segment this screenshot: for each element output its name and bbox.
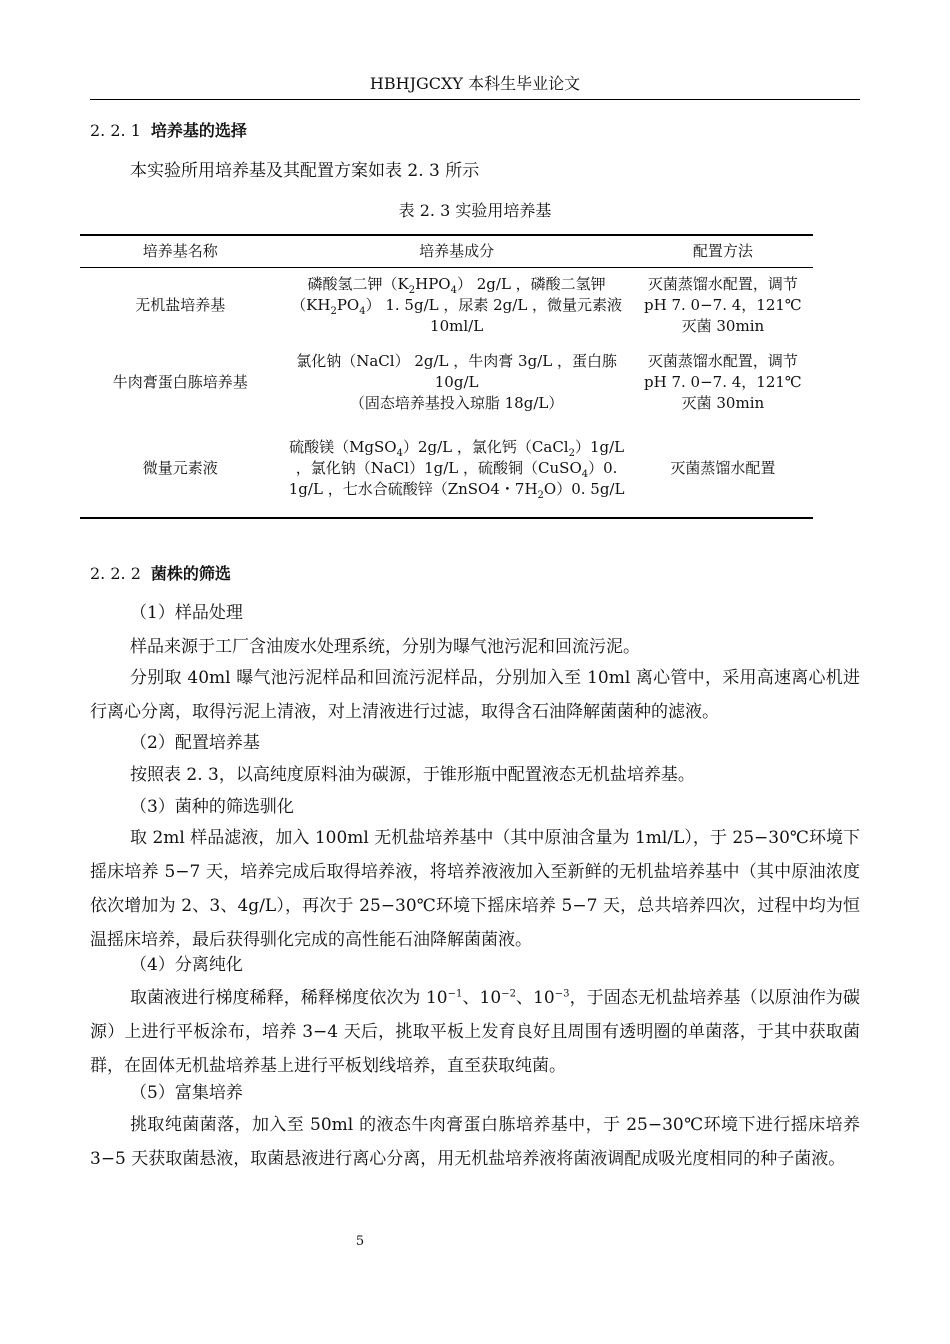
composition-line: （固态培养基投入琼脂 18g/L） [349, 394, 564, 412]
header-cell-composition: 培养基成分 [280, 235, 632, 268]
body-paragraph: 分别取 40ml 曝气池污泥样品和回流污泥样品，分别加入至 10ml 离心管中，采用高速离心机进行离心分离，取得污泥上清液，对上清液进行过滤，取得含石油降解菌菌种的滤液。 [90, 668, 860, 722]
subsection-title: （5）富集培养 [130, 1083, 243, 1103]
medium-composition: 硫酸镁（MgSO$_4$）2g/L ，氯化钙（CaCl$_2$）1g/L ，氯化钠（NaCl）1g/L ，硫酸铜（CuSO$_4$）0. 1g/L ，七水合硫酸锌（ZnSO4・$7H_2O)0$. 5g/L [280, 422, 632, 518]
page-header: HBHJGCXY 本科生毕业论文 [369, 74, 581, 93]
media-table [80, 234, 813, 519]
medium-name: 牛肉膏蛋白胨培养基 [112, 373, 248, 391]
table-row [80, 268, 813, 346]
table-caption: 表 2. 3 实验用培养基 [398, 201, 552, 220]
medium-name: 无机盐培养基 [135, 296, 226, 315]
medium-composition [280, 346, 632, 422]
subsection-title: （3）菌种的筛选驯化 [130, 797, 294, 817]
body-paragraph: 样品来源于工厂含油废水处理系统，分别为曝气池污泥和回流污泥。 [130, 637, 640, 657]
section-heading-2-2-1 [90, 120, 247, 142]
medium-method: 灭菌蒸馏水配置，调节 pH 7. 0−7. 4，121℃灭菌 30min [644, 352, 802, 412]
section-title: 培养基的选择 [150, 121, 247, 140]
section-number: 2. 2. 2 [90, 564, 141, 583]
header-cell-method: 配置方法 [633, 235, 813, 268]
subsection-title: （4）分离纯化 [130, 955, 243, 975]
intro-paragraph: 本实验所用培养基及其配置方案如表 2. 3 所示 [130, 161, 480, 181]
page-number: 5 [355, 1234, 365, 1249]
body-paragraph: 挑取纯菌菌落，加入至 50ml 的液态牛肉膏蛋白胨培养基中，于 25−30℃环境下进行摇床培养 3−5 天获取菌悬液，取菌悬液进行离心分离，用无机盐培养液将菌液调配成吸光度相同的种子菌液。 [90, 1115, 860, 1169]
body-paragraph: 取菌液进行梯度稀释，稀释梯度依次为 $10^{-1}$、$10^{-2}$、$10^{-3}$，于固态无机盐培养基（以原油作为碳源）上进行平板涂布，培养 3−4 天后，挑取平板上发育良好且周围有透明圈的单菌落，于其中获取菌群，在固体无机盐培养基上进行平板划线培养，直至获取纯菌。 [90, 988, 860, 1076]
body-paragraph: 按照表 2. 3，以高纯度原料油为碳源，于锥形瓶中配置液态无机盐培养基。 [130, 765, 695, 785]
body-paragraph: 取 2ml 样品滤液，加入 100ml 无机盐培养基中（其中原油含量为 1ml/L），于 25−30℃环境下摇床培养 5−7 天，培养完成后取得培养液，将培养液液加入至新鲜的无机盐培养基中（其中原油浓度依次增加为 2、3、4g/L），再次于 25−30℃环境下摇床培养 5−7 天，总共培养四次，过程中均为恒温摇床培养，最后获得驯化完成的高性能石油降解菌菌液。 [90, 828, 860, 950]
medium-composition: 磷酸氢二钾$(K_2HPO_4)$ 2g/L ，磷酸二氢钾$(KH_2PO_4)$ 1. 5g/L ，尿素 2g/L ，微量元素液 10ml/L [291, 275, 623, 336]
header-cell-name: 培养基名称 [80, 235, 280, 268]
subsection-title: （2）配置培养基 [130, 733, 260, 753]
medium-name: 微量元素液 [80, 422, 280, 518]
table-row [80, 346, 813, 422]
section-heading-2-2-2 [90, 563, 231, 585]
composition-line: 氯化钠（NaCl） 2g/L ，牛肉膏 3g/L ，蛋白胨 10g/L [296, 352, 617, 391]
medium-method: 灭菌蒸馏水配置，调节 pH 7. 0−7. 4，121℃灭菌 30min [644, 275, 802, 336]
subsection-title: （1）样品处理 [130, 603, 243, 623]
table-row [80, 422, 813, 518]
section-number: 2. 2. 1 [90, 121, 141, 140]
medium-method: 灭菌蒸馏水配置 [633, 422, 813, 518]
header-rule [90, 99, 860, 100]
table-header-row [80, 235, 813, 268]
section-title: 菌株的筛选 [150, 564, 231, 583]
